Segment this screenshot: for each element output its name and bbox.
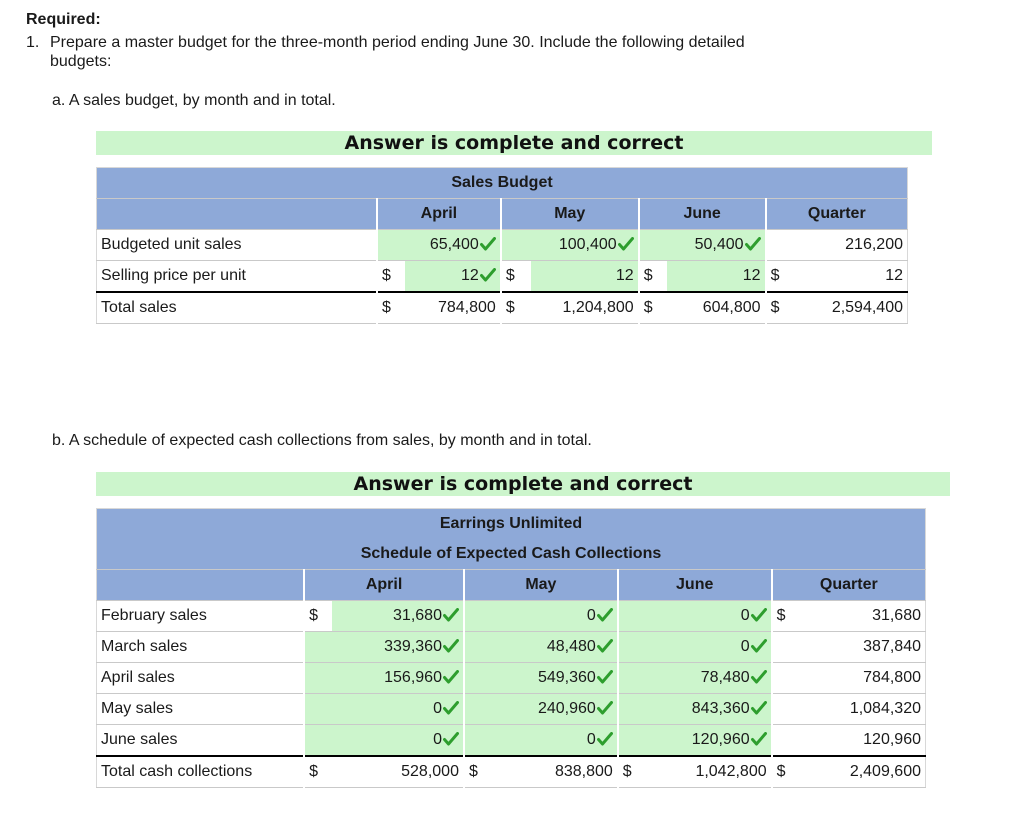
cell-value: 120,960 <box>863 731 921 748</box>
cell-value: 240,960 <box>537 700 596 717</box>
value-cell <box>800 756 926 788</box>
answer-input-cell[interactable] <box>646 725 772 757</box>
currency-symbol <box>304 632 332 663</box>
checkmark-icon <box>751 701 767 715</box>
col-quarter: Quarter <box>766 199 908 230</box>
col-may: May <box>501 199 639 230</box>
schedule-title-row <box>97 539 926 570</box>
currency-symbol: $ <box>501 261 531 293</box>
table-row <box>97 663 926 694</box>
value-cell <box>800 725 926 757</box>
answer-input-cell[interactable] <box>492 601 618 632</box>
checkmark-icon <box>597 608 613 622</box>
cell-value: 12 <box>742 267 761 284</box>
cash-collections-table <box>96 508 926 788</box>
currency-symbol <box>501 230 531 261</box>
requirement-number: 1. <box>26 34 40 51</box>
table-row <box>97 292 908 324</box>
cell-value: 843,360 <box>691 700 750 717</box>
cell-value: 1,042,800 <box>695 763 767 780</box>
cell-value: 12 <box>461 267 479 284</box>
currency-symbol <box>464 663 492 694</box>
answer-input-cell[interactable] <box>492 632 618 663</box>
answer-input-cell[interactable] <box>332 601 464 632</box>
currency-symbol <box>618 694 646 725</box>
currency-symbol: $ <box>639 261 667 293</box>
col-june: June <box>618 570 772 601</box>
currency-symbol <box>304 663 332 694</box>
cell-value: 1,084,320 <box>849 700 921 717</box>
currency-symbol <box>618 632 646 663</box>
cell-value: 0 <box>740 638 750 655</box>
cell-value: 0 <box>433 700 442 717</box>
cell-value: 2,594,400 <box>831 299 903 316</box>
currency-symbol: $ <box>464 756 492 788</box>
checkmark-icon <box>443 670 459 684</box>
part-b-answer-banner: Answer is complete and correct <box>96 472 950 496</box>
col-june: June <box>639 199 766 230</box>
sales-budget-title: Sales Budget <box>97 168 908 199</box>
currency-symbol: $ <box>304 601 332 632</box>
currency-symbol <box>618 601 646 632</box>
value-cell <box>492 756 618 788</box>
part-a-answer-banner: Answer is complete and correct <box>96 131 932 155</box>
value-cell <box>800 601 926 632</box>
currency-symbol <box>772 663 800 694</box>
row-label: Selling price per unit <box>97 261 377 293</box>
cell-value: 0 <box>740 607 750 624</box>
value-cell <box>646 756 772 788</box>
answer-input-cell[interactable] <box>492 663 618 694</box>
answer-input-cell[interactable] <box>405 261 501 293</box>
cell-value: 604,800 <box>702 299 761 316</box>
answer-input-cell[interactable] <box>531 230 639 261</box>
answer-input-cell[interactable] <box>492 694 618 725</box>
requirement-text-line-2: budgets: <box>50 53 112 70</box>
table-row <box>97 230 908 261</box>
currency-symbol: $ <box>377 261 405 293</box>
cell-value: 0 <box>433 731 442 748</box>
currency-symbol <box>464 725 492 757</box>
sales-budget-table <box>96 167 908 324</box>
col-april: April <box>304 570 464 601</box>
value-cell <box>798 230 908 261</box>
cell-value: 100,400 <box>558 236 617 253</box>
cell-value: 784,800 <box>437 299 496 316</box>
requirement-1 <box>26 33 826 71</box>
cell-value: 387,840 <box>863 638 921 655</box>
row-label: Total sales <box>97 292 377 324</box>
cash-header-row <box>97 570 926 601</box>
cell-value: 120,960 <box>691 731 750 748</box>
checkmark-icon <box>751 732 767 746</box>
checkmark-icon <box>597 670 613 684</box>
value-cell <box>800 694 926 725</box>
answer-input-cell[interactable] <box>332 632 464 663</box>
currency-symbol: $ <box>639 292 667 324</box>
col-quarter: Quarter <box>772 570 926 601</box>
value-cell <box>798 261 908 293</box>
row-label: April sales <box>97 663 305 694</box>
answer-input-cell[interactable] <box>646 601 772 632</box>
answer-input-cell[interactable] <box>646 663 772 694</box>
answer-input-cell[interactable] <box>332 694 464 725</box>
answer-input-cell[interactable] <box>332 663 464 694</box>
company-name-row <box>97 509 926 540</box>
currency-symbol: $ <box>772 601 800 632</box>
currency-symbol <box>464 601 492 632</box>
answer-input-cell[interactable] <box>492 725 618 757</box>
table-row <box>97 601 926 632</box>
cell-value: 784,800 <box>863 669 921 686</box>
currency-symbol <box>618 663 646 694</box>
answer-input-cell[interactable] <box>667 230 766 261</box>
cell-value: 339,360 <box>384 638 442 655</box>
answer-input-cell[interactable] <box>332 725 464 757</box>
checkmark-icon <box>597 701 613 715</box>
table-row <box>97 756 926 788</box>
currency-symbol: $ <box>501 292 531 324</box>
answer-input-cell[interactable] <box>646 694 772 725</box>
table-row <box>97 694 926 725</box>
checkmark-icon <box>443 732 459 746</box>
value-cell <box>405 292 501 324</box>
checkmark-icon <box>443 608 459 622</box>
checkmark-icon <box>480 268 496 282</box>
col-april: April <box>377 199 501 230</box>
row-label: March sales <box>97 632 305 663</box>
currency-symbol <box>464 632 492 663</box>
cell-value: 50,400 <box>694 236 744 253</box>
cell-value: 31,680 <box>872 607 921 624</box>
row-label: February sales <box>97 601 305 632</box>
cell-value: 0 <box>586 731 596 748</box>
cell-value: 2,409,600 <box>849 763 921 780</box>
schedule-title: Schedule of Expected Cash Collections <box>97 539 926 570</box>
cell-value: 156,960 <box>384 669 442 686</box>
currency-symbol <box>377 230 405 261</box>
currency-symbol <box>772 632 800 663</box>
checkmark-icon <box>443 639 459 653</box>
part-a-label: a. A sales budget, by month and in total. <box>52 92 336 109</box>
part-b-label: b. A schedule of expected cash collections from sales, by month and in total. <box>52 432 592 449</box>
currency-symbol <box>618 725 646 757</box>
value-cell <box>800 663 926 694</box>
checkmark-icon <box>597 639 613 653</box>
sales-budget-header-row <box>97 199 908 230</box>
currency-symbol <box>772 725 800 757</box>
checkmark-icon <box>443 701 459 715</box>
checkmark-icon <box>480 237 496 251</box>
currency-symbol <box>464 694 492 725</box>
value-cell <box>798 292 908 324</box>
cell-value: 12 <box>615 267 634 284</box>
currency-symbol: $ <box>766 261 798 293</box>
answer-input-cell[interactable] <box>646 632 772 663</box>
cell-value: 838,800 <box>554 763 613 780</box>
table-row <box>97 725 926 757</box>
currency-symbol <box>304 725 332 757</box>
checkmark-icon <box>745 237 761 251</box>
answer-input-cell[interactable] <box>405 230 501 261</box>
currency-symbol: $ <box>304 756 332 788</box>
col-may: May <box>464 570 618 601</box>
value-cell <box>531 292 639 324</box>
checkmark-icon <box>751 608 767 622</box>
answer-input-cell[interactable] <box>667 261 766 293</box>
table-row <box>97 632 926 663</box>
currency-symbol <box>639 230 667 261</box>
sales-budget-title-row <box>97 168 908 199</box>
currency-symbol: $ <box>377 292 405 324</box>
cell-value: 549,360 <box>537 669 596 686</box>
currency-symbol <box>772 694 800 725</box>
currency-symbol: $ <box>766 292 798 324</box>
cell-value: 31,680 <box>393 607 442 624</box>
checkmark-icon <box>751 670 767 684</box>
table-row <box>97 261 908 293</box>
row-label: Budgeted unit sales <box>97 230 377 261</box>
row-label: June sales <box>97 725 305 757</box>
checkmark-icon <box>597 732 613 746</box>
cell-value: 12 <box>885 267 903 284</box>
cell-value: 48,480 <box>546 638 596 655</box>
header-blank <box>97 199 377 230</box>
cell-value: 0 <box>586 607 596 624</box>
answer-input-cell[interactable] <box>531 261 639 293</box>
cell-value: 216,200 <box>845 236 903 253</box>
currency-symbol: $ <box>772 756 800 788</box>
value-cell <box>332 756 464 788</box>
header-blank <box>97 570 305 601</box>
required-heading: Required: <box>26 11 101 28</box>
cell-value: 65,400 <box>429 236 479 253</box>
currency-symbol: $ <box>618 756 646 788</box>
currency-symbol <box>766 230 798 261</box>
value-cell <box>667 292 766 324</box>
checkmark-icon <box>751 639 767 653</box>
cell-value: 78,480 <box>700 669 750 686</box>
cell-value: 1,204,800 <box>562 299 634 316</box>
requirement-text-line-1: Prepare a master budget for the three-month period ending June 30. Include the following detailed <box>50 34 745 51</box>
value-cell <box>800 632 926 663</box>
company-name: Earrings Unlimited <box>97 509 926 540</box>
row-label: May sales <box>97 694 305 725</box>
cell-value: 528,000 <box>401 763 459 780</box>
currency-symbol <box>304 694 332 725</box>
checkmark-icon <box>618 237 634 251</box>
row-label: Total cash collections <box>97 756 305 788</box>
